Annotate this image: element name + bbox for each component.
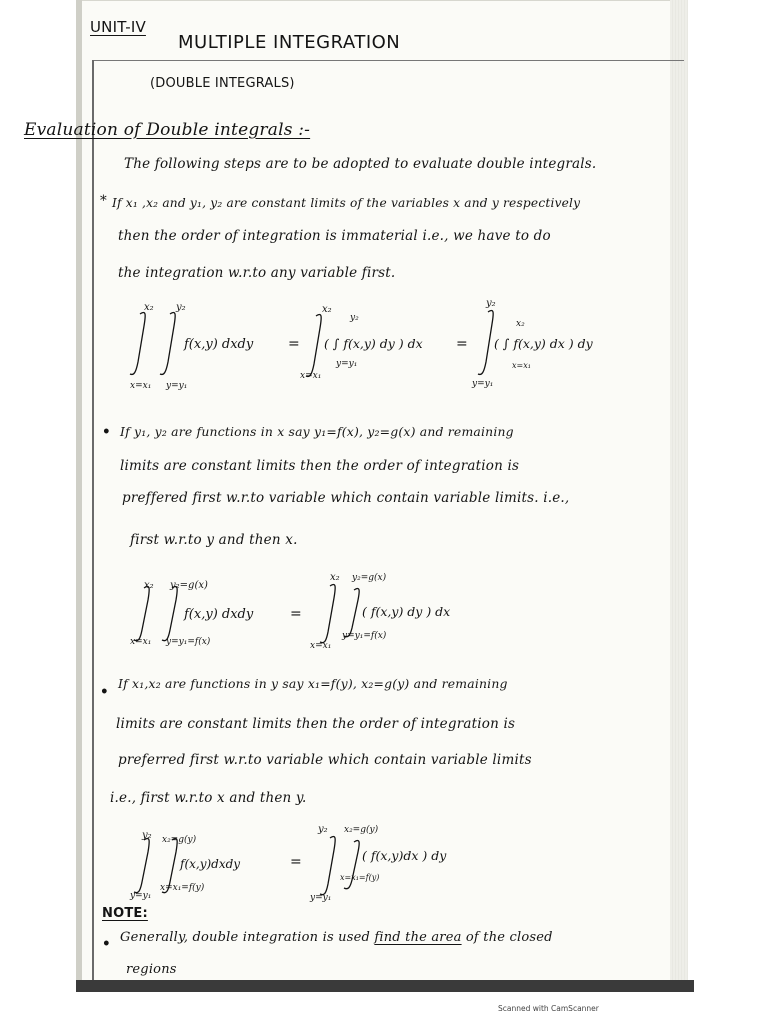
limit-label: x₂ bbox=[322, 304, 332, 315]
margin-line bbox=[92, 60, 94, 990]
case3-line: i.e., first w.r.to x and then y. bbox=[110, 790, 307, 806]
binding-shadow bbox=[76, 0, 82, 992]
limit-label: x=x₁ bbox=[300, 371, 322, 381]
limit-label: y₂=g(x) bbox=[170, 580, 208, 591]
limit-label: x=x₁=f(y) bbox=[340, 873, 380, 882]
limit-label: x₂ bbox=[516, 319, 525, 329]
limit-label: y=y₁ bbox=[472, 379, 494, 389]
unit-label: UNIT-IV bbox=[90, 18, 146, 36]
section-heading: Evaluation of Double integrals :- bbox=[24, 120, 311, 140]
limit-label: y=y₁=f(x) bbox=[342, 631, 387, 641]
note-label: NOTE: bbox=[102, 906, 148, 921]
limit-label: x₂ bbox=[144, 580, 154, 591]
note-text: of the closed bbox=[461, 930, 553, 945]
limit-label: x=x₁ bbox=[310, 641, 332, 651]
integral-sign bbox=[162, 587, 177, 641]
page-edge-stack bbox=[670, 0, 688, 992]
integral-sign bbox=[160, 313, 175, 375]
limit-label: y₂ bbox=[142, 830, 152, 841]
case2-line: If y₁, y₂ are functions in x say y₁=f(x), y₂=g(x) and remaining bbox=[120, 424, 514, 439]
limit-label: x=x₁ bbox=[130, 637, 152, 647]
integral-sign bbox=[478, 311, 493, 375]
case2-marker: • bbox=[102, 424, 111, 440]
integrand: ( ∫ f(x,y) dy ) dx bbox=[324, 336, 423, 351]
case3-line: limits are constant limits then the order of integration is bbox=[116, 716, 516, 732]
integral-sign bbox=[344, 588, 359, 636]
case2-line: limits are constant limits then the order of integration is bbox=[120, 458, 520, 474]
equals-sign: = bbox=[456, 336, 468, 352]
limit-label: x₂ bbox=[330, 572, 340, 583]
case1-line: If x₁ ,x₂ and y₁, y₂ are constant limits of the variables x and y respectively bbox=[112, 196, 581, 210]
integral-sign bbox=[134, 839, 149, 893]
page-subtitle: (DOUBLE INTEGRALS) bbox=[150, 76, 295, 91]
limit-label: y₂ bbox=[486, 298, 496, 309]
note-line bbox=[120, 930, 553, 945]
integral-sign bbox=[134, 587, 149, 641]
limit-label: y₂ bbox=[318, 824, 328, 835]
limit-label: y=y₁ bbox=[310, 893, 332, 903]
case3-marker: • bbox=[100, 684, 109, 700]
limit-label: x=x₁=f(y) bbox=[160, 883, 205, 893]
limit-label: y₂ bbox=[350, 313, 359, 323]
formula-case2 bbox=[118, 568, 538, 652]
integral-sign bbox=[306, 315, 321, 377]
limit-label: x=x₁ bbox=[130, 381, 152, 391]
limit-label: x=x₁ bbox=[512, 361, 531, 370]
note-underlined-text: find the area bbox=[374, 930, 462, 945]
limit-label: y=y₁ bbox=[166, 381, 188, 391]
integrand: ( f(x,y)dx ) dy bbox=[362, 848, 447, 863]
note-line: regions bbox=[126, 962, 177, 977]
integrand: f(x,y) dxdy bbox=[184, 337, 254, 352]
scanner-watermark: Scanned with CamScanner bbox=[498, 1004, 599, 1013]
formula-case3 bbox=[118, 820, 538, 904]
limit-label: x₂ bbox=[144, 302, 154, 313]
integrand: ( ∫ f(x,y) dx ) dy bbox=[494, 336, 593, 351]
case2-line: preffered first w.r.to variable which contain variable limits. i.e., bbox=[122, 490, 570, 506]
limit-label: y=y₁=f(x) bbox=[166, 637, 211, 647]
equals-sign: = bbox=[288, 336, 300, 352]
case1-line: then the order of integration is immaterial i.e., we have to do bbox=[118, 228, 551, 244]
header-rule bbox=[94, 60, 684, 61]
limit-label: y=y₁ bbox=[336, 359, 358, 369]
limit-label: y₂ bbox=[176, 302, 186, 313]
limit-label: x₂=g(y) bbox=[344, 825, 379, 835]
limit-label: y=y₁ bbox=[130, 891, 152, 901]
limit-label: y₂=g(x) bbox=[352, 573, 387, 583]
formula-case1 bbox=[118, 296, 618, 392]
integrand: f(x,y)dxdy bbox=[180, 857, 241, 871]
case2-line: first w.r.to y and then x. bbox=[130, 532, 298, 548]
integrand: ( f(x,y) dy ) dx bbox=[362, 604, 451, 619]
integral-sign bbox=[130, 313, 145, 375]
integral-sign bbox=[320, 837, 335, 895]
scan-bottom-border bbox=[76, 980, 694, 992]
equals-sign: = bbox=[290, 854, 302, 870]
limit-label: x₂=g(y) bbox=[162, 835, 197, 845]
integral-sign bbox=[320, 585, 335, 643]
note-marker: • bbox=[102, 936, 111, 952]
note-text: Generally, double integration is used bbox=[120, 930, 375, 945]
case1-marker: * bbox=[100, 193, 107, 209]
integrand: f(x,y) dxdy bbox=[184, 607, 254, 622]
page-title: MULTIPLE INTEGRATION bbox=[178, 32, 401, 53]
equals-sign: = bbox=[290, 606, 302, 622]
intro-text: The following steps are to be adopted to evaluate double integrals. bbox=[124, 156, 597, 172]
case3-line: If x₁,x₂ are functions in y say x₁=f(y), x₂=g(y) and remaining bbox=[118, 676, 508, 691]
case1-line: the integration w.r.to any variable first. bbox=[118, 265, 396, 281]
case3-line: preferred first w.r.to variable which contain variable limits bbox=[118, 752, 532, 768]
